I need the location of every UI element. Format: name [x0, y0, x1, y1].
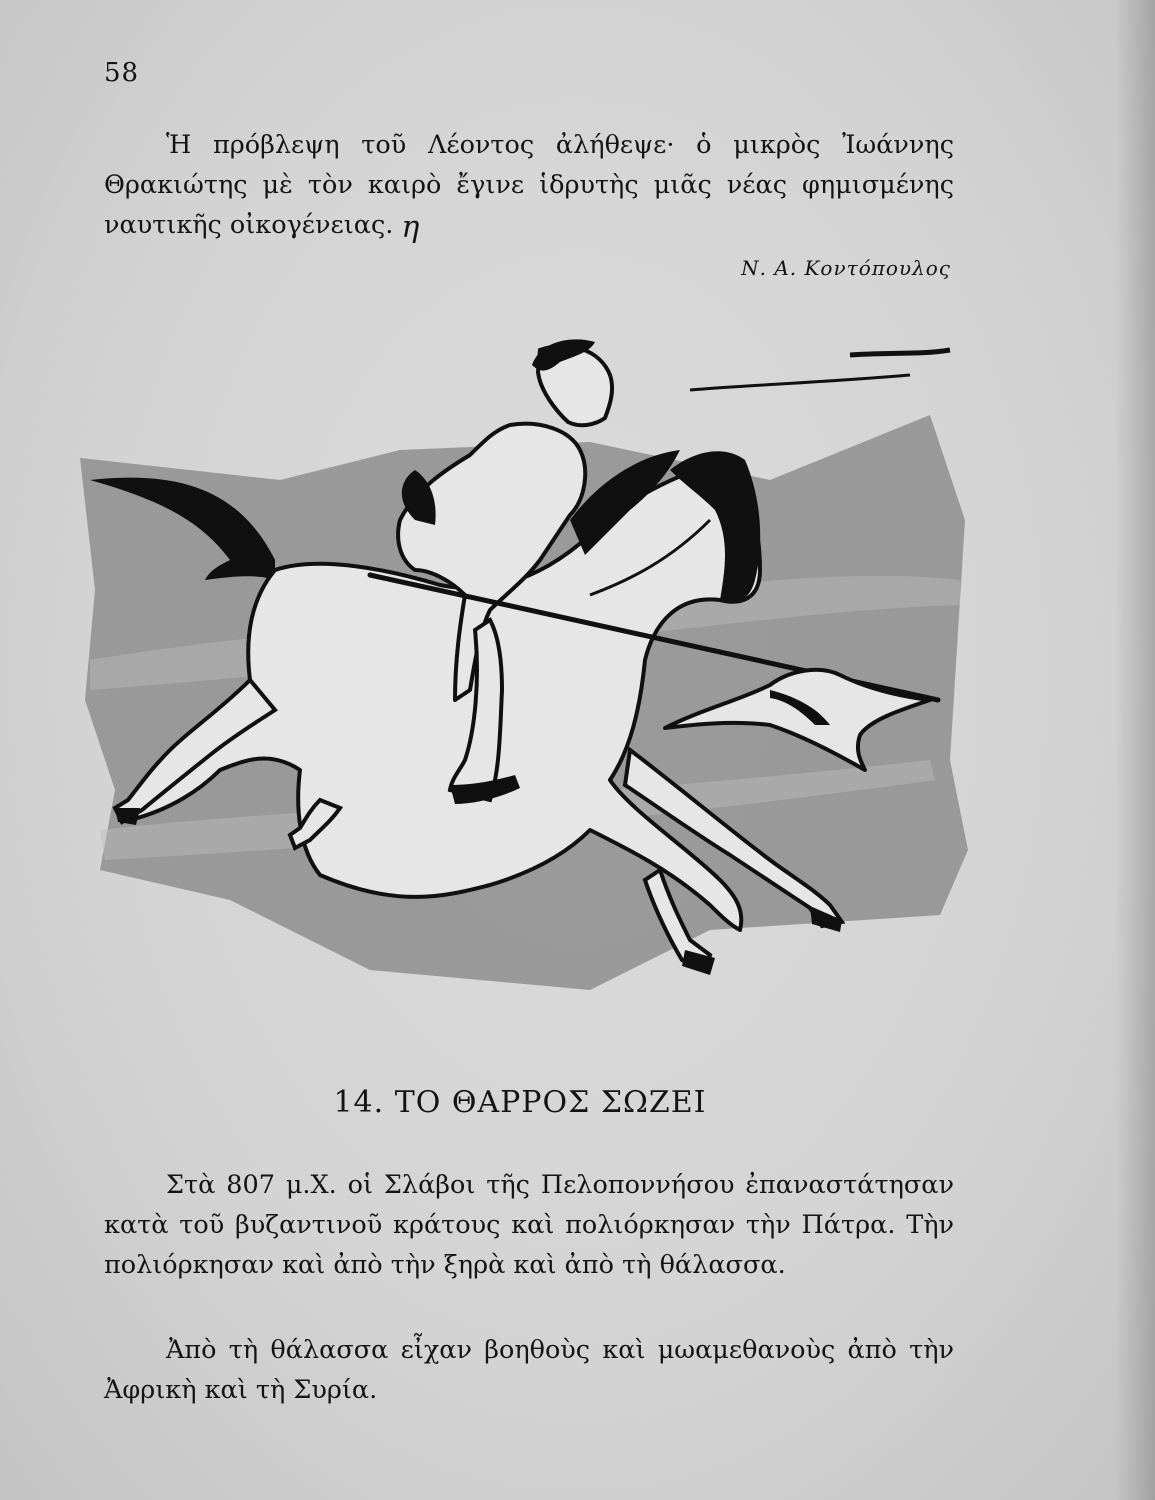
- chapter-paragraph: Στὰ 807 μ.Χ. οἱ Σλάβοι τῆς Πελοποννήσου ἐπαναστάτησαν κατὰ τοῦ βυζαντινοῦ κράτους καὶ πολιόρκησαν τὴν Πάτρα. Τὴν πολιόρκησαν καὶ ἀπὸ τὴν ξηρὰ καὶ ἀπὸ τὴ θάλασσα.: [104, 1170, 954, 1280]
- chapter-title: 14. ΤΟ ΘΑΡΡΟΣ ΣΩΖΕΙ: [333, 1085, 707, 1120]
- chapter-paragraph: Ἀπὸ τὴ θάλασσα εἶχαν βοηθοὺς καὶ μωαμεθανοὺς ἀπὸ τὴν Ἀφρικὴ καὶ τὴ Συρία.: [104, 1335, 954, 1405]
- page-number: 58: [104, 58, 140, 88]
- horse-rider-illustration: [70, 330, 970, 1000]
- passage-text: Ἡ πρόβλεψη τοῦ Λέοντος ἀλήθεψε· ὁ μικρὸς Ἰωάννης Θρακιώτης μὲ τὸν καιρὸ ἔγινε ἱδρυτὴς μιᾶς νέας φημισμένης ναυτικῆς οἰκογένειας.: [104, 130, 954, 240]
- author-attribution: Ν. Α. Κοντόπουλος: [741, 256, 951, 280]
- handwritten-mark: η: [401, 210, 420, 245]
- motion-stroke: [690, 375, 910, 390]
- page-edge-shadow: [1115, 0, 1155, 1500]
- passage-paragraph: [104, 125, 954, 248]
- motion-stroke-upper: [850, 350, 950, 355]
